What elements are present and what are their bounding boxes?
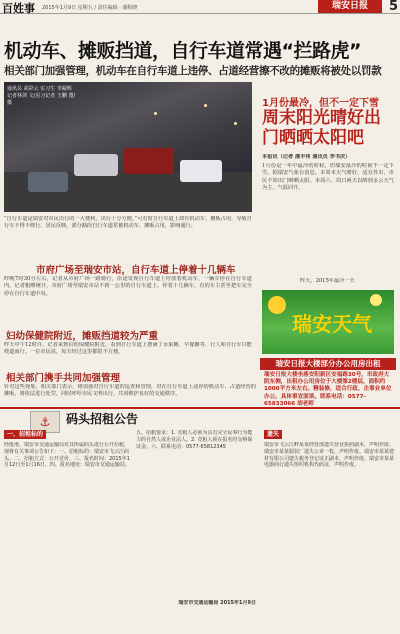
ad-text: 瑞安日报大楼坐落安阳新区安福路30号，市政府大院东侧，出租办公用房位于大楼第2楼层，面积约1000平方米左右。精装修，适合行政、企事业单位办公，具体事宜面谈。联系电话：0577-65833066 胡老师 bbox=[264, 372, 392, 407]
weather-text: 1月份是一年中最冷的时候，但瑞安最冷的时候不一定下雪。据瑞安气象台消息，本周末天气晴好，适宜外出，市民不妨出门晒晒太阳。本周六、周日两天以晴到多云天气为主，气温回升。 bbox=[262, 163, 394, 192]
weather-kicker: 1月份最冷，但不一定下雪 bbox=[262, 98, 379, 109]
main-headline: 机动车、摊贩挡道，自行车道常遇“拦路虎” bbox=[4, 40, 361, 62]
sun-icon bbox=[268, 296, 286, 314]
photo-streetlight bbox=[154, 112, 157, 115]
subhead-3: 相关部门携手共同加强管理 bbox=[6, 373, 121, 384]
subhead-2: 妇幼保健院附近，摊贩挡道较为严重 bbox=[6, 331, 159, 342]
article-text-2: 昨天中午12时许，记者来到妇幼保健院附近，看到自行车道上摆满了水果摊、早餐摊等，行人和自行车只能绕道而行。一位市民说，每天经过这里都很不方便。 bbox=[4, 342, 252, 356]
anchor-icon: ⚓ bbox=[30, 411, 60, 433]
ad-title: 瑞安日报大楼部分办公用房出租 bbox=[260, 358, 396, 370]
photo-streetlight bbox=[234, 122, 237, 125]
weather-banner bbox=[262, 290, 394, 354]
weather-headline: 周末阳光晴好出门晒晒太阳吧 bbox=[262, 108, 381, 148]
tender-notice-title: 码头招租公告 bbox=[66, 412, 139, 426]
lost-notice-text: 瑞安市飞云江畔某某经营部遗失营业执照副本，声明作废。瑞安市某某服装厂遗失公章一枚，声明作废。瑞安市某某建材有限公司遗失税务登记证正副本，声明作废。瑞安市某某电器商行遗失组织机构代码证，声明作废。 bbox=[264, 442, 395, 469]
main-subheadline: 相关部门加强管理，机动车在自行车道上违停、占道经营擦不改的摊贩将被处以罚款 bbox=[4, 65, 382, 77]
tender-section-tag: 一、招租标的 bbox=[4, 430, 46, 439]
article-text-1: 昨晚7时30分左右，记者从市府广场一路骑行，沿途发现自行车道上停放着机动车，一辆车停在自行车道内。记者粗略统计，市府广场至瑞安市站不到一公里的自行车道上，停着十几辆车，有的车主甚至把车完全停在自行车道中央。 bbox=[4, 276, 252, 297]
tender-left-text: 经批准，瑞安市交通运输局对其所属码头进行公开招租，现将有关事项公告如下：一、招租标的：瑞安市飞云江码头。二、招租方式：公开竞价。三、报名时间：2015年1月12日至1月16日。四、报名地址：瑞安市交通运输局。 bbox=[4, 442, 130, 469]
street-photo bbox=[4, 82, 252, 212]
photo-car bbox=[28, 172, 68, 192]
weather-note: 昨天，2015年最冷一天 bbox=[300, 278, 355, 284]
page-header bbox=[0, 0, 400, 14]
office-rental-ad bbox=[260, 358, 396, 407]
photo-car bbox=[180, 160, 222, 182]
subhead-1: 市府广场至瑞安市站，自行车道上停着十几辆车 bbox=[36, 265, 236, 276]
lost-notice-tag: 遗失 bbox=[264, 430, 282, 439]
article-intro: “自行车道是瑞安对市民出行的一大便利，出行十分方便。”可有时自行车道上却有机动车、摊贩占用，导致自行车不得不绕行。居民反映，部分路段自行车道常被机动车、摊贩占用，影响通行。 bbox=[4, 216, 252, 230]
photo-car bbox=[124, 148, 174, 174]
page-number: 5 bbox=[388, 0, 398, 14]
tender-middle-text: 五、招租要求：1. 竞租人必须为具有完全民事行为能力的自然人或企业法人。2. 竞租人须在报名时交纳保证金。六、联系电话：0577-65812345 bbox=[136, 430, 253, 450]
weather-logo: 瑞安天气 bbox=[292, 312, 372, 336]
tender-signature: 瑞安市交通运输局 2015年1月9日 bbox=[178, 600, 256, 606]
newspaper-logo: 瑞安日报 bbox=[318, 0, 382, 13]
issue-date: 2015年1月9日 星期五 / 责任编辑 · 潘程晓 bbox=[42, 5, 138, 11]
sun-icon bbox=[370, 294, 382, 306]
photo-byline: 通讯员 胡彩云 实习生 李凝辉 记者林剑 文/见习记者 王鹏 图/摄 bbox=[7, 86, 76, 106]
weather-byline: 本报讯（记者 潘丰伟 通讯员 李书庆） bbox=[262, 154, 351, 160]
article-text-3: 针对这些现象，相关部门表示，将加强对自行车道的巡查和管理，对在自行车道上违停的机动车、占道经营的摊贩，将依法进行处罚，同时呼吁市民文明出行，共同维护良好的交通秩序。 bbox=[4, 384, 256, 398]
photo-streetlight bbox=[204, 104, 207, 107]
photo-car bbox=[74, 154, 118, 176]
section-name: 百姓事 bbox=[2, 2, 35, 15]
